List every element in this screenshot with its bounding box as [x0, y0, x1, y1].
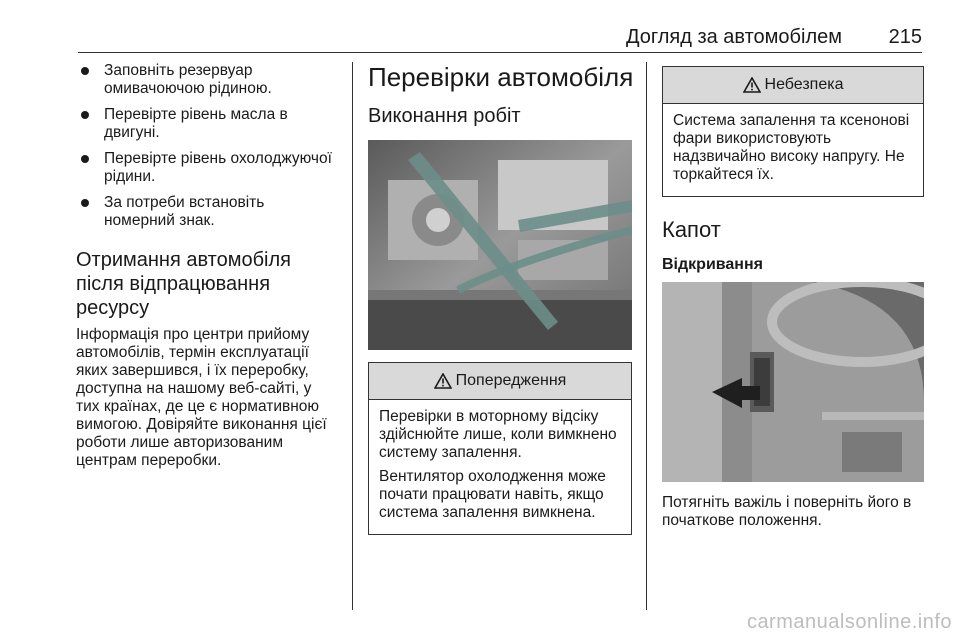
danger-box [662, 66, 924, 197]
danger-box-title: Небезпека [764, 76, 844, 93]
danger-box-body [663, 104, 923, 196]
bullet-icon [81, 67, 89, 75]
bullet-icon [81, 111, 89, 119]
section-title-end-of-life: Отримання автомобіля після відпрацювання ресурсу [76, 249, 291, 319]
warning-paragraph: Вентилятор охолодження може почати працювати навіть, якщо система запалення вимкнена. [379, 468, 606, 521]
bullet-list [76, 62, 338, 230]
list-item: За потреби встановіть номерний знак. [76, 194, 338, 230]
warning-box-header [369, 363, 631, 400]
danger-box-header [663, 67, 923, 104]
warning-box-body [369, 400, 631, 534]
warning-triangle-icon [434, 373, 452, 389]
list-item: Перевірте рівень охолоджуючої рідини. [76, 150, 338, 186]
column-right [662, 62, 924, 542]
column-divider-2 [646, 62, 647, 610]
page-number: 215 [888, 26, 922, 48]
column-left [76, 62, 338, 470]
warning-box-title: Попередження [455, 372, 567, 389]
hood-release-illustration [662, 282, 924, 482]
engine-bay-photo [368, 140, 632, 350]
list-item: Заповніть резервуар омивачоючою рідиною. [76, 62, 338, 98]
subsection-title-work: Виконання робіт [368, 105, 521, 127]
page-title: Догляд за автомобілем [625, 26, 842, 48]
hood-release-photo [662, 282, 924, 482]
engine-bay-illustration [368, 140, 632, 350]
header-rule [78, 52, 922, 53]
column-middle [368, 62, 632, 542]
warning-paragraph: Перевірки в моторному відсіку здійснюйте лише, коли вимкнено систему запалення. [379, 408, 617, 461]
warning-triangle-icon [743, 77, 761, 93]
chapter-title: Перевірки автомобіля [368, 62, 634, 92]
watermark: carmanualsonline.info [746, 611, 952, 633]
page-header [0, 0, 960, 56]
bullet-icon [81, 155, 89, 163]
list-item: Перевірте рівень масла в двигуні. [76, 106, 338, 142]
hood-caption: Потягніть важіль і поверніть його в початкове положення. [662, 494, 912, 529]
column-divider-1 [352, 62, 353, 610]
warning-box [368, 362, 632, 535]
section-text-end-of-life: Інформація про центри прийому автомобілів, термін експлуатації яких завершився, і їх переробку, доступна на нашому веб-сайті, у тих країнах, де це є нормативною вимогою. Довіряйте виконання цієї роботи лише авторизованим центрам переробки. [76, 326, 327, 469]
section-title-hood: Капот [662, 217, 721, 242]
subsection-title-opening: Відкривання [662, 256, 763, 273]
danger-paragraph: Система запалення та ксенонові фари використовують надзвичайно високу напругу. Не торкайтеся їх. [673, 112, 910, 183]
bullet-icon [81, 199, 89, 207]
